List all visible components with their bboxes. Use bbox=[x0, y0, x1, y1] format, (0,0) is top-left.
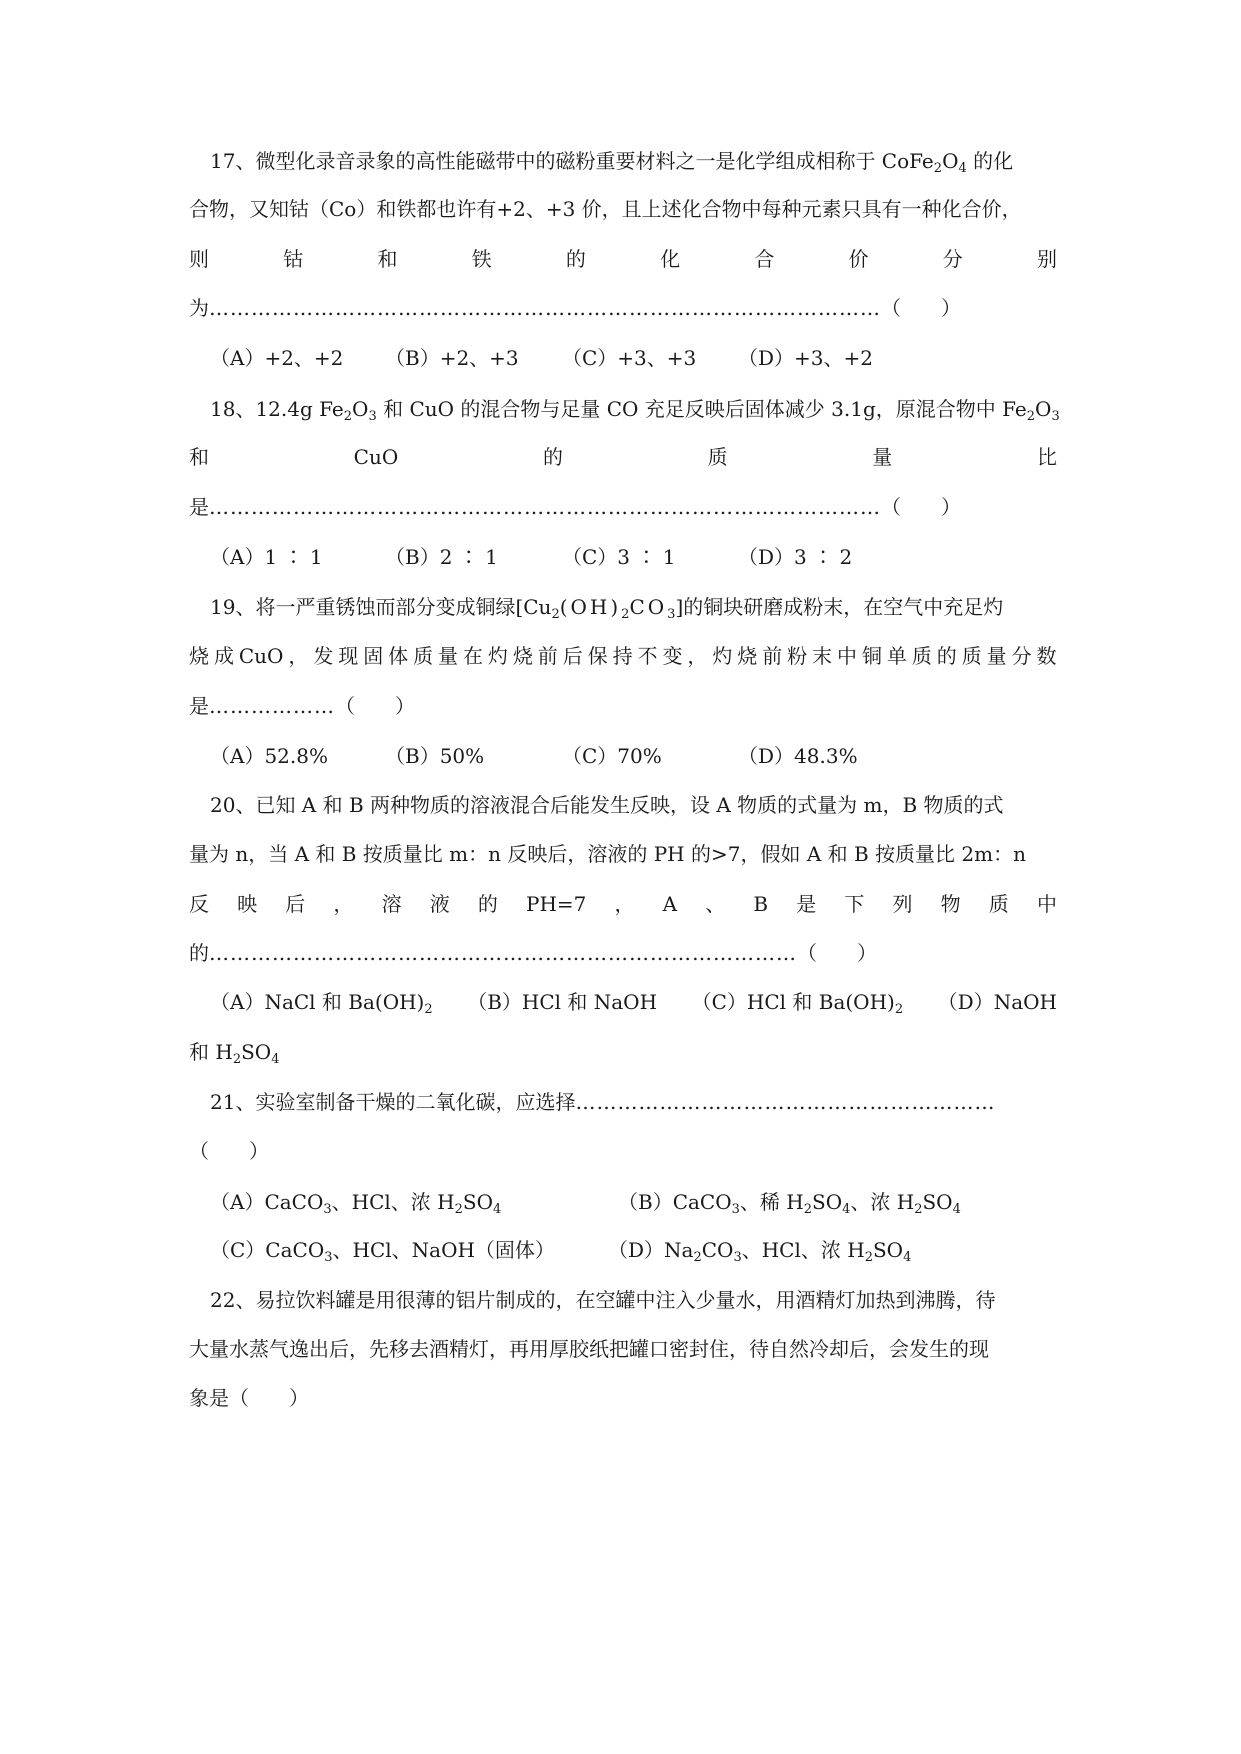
word-token: 物 bbox=[940, 892, 961, 916]
char-token: 单 bbox=[886, 644, 907, 668]
word-token: 价 bbox=[848, 247, 869, 271]
q17-line1: 17、微型化录音录象的高性能磁带中的磁粉重要材料之一是化学组成相称于 $CoFe_2O_4$ 的化 bbox=[210, 149, 1014, 176]
q18-line2 bbox=[189, 443, 1057, 471]
word-token: 比 bbox=[1036, 445, 1057, 469]
word-token: 的 bbox=[542, 445, 563, 469]
char-token: 量 bbox=[986, 644, 1007, 668]
q20-line2: 量为 n，当 A 和 B 按质量比 m：n 反映后，溶液的 PH 的>7，假如 A 和 B 按质量比 2m：n bbox=[189, 842, 1026, 866]
q17-line4: 为……………………………………………………………………………………（ ） bbox=[189, 296, 961, 320]
char-token: 灼 bbox=[487, 644, 508, 668]
word-token: 化 bbox=[660, 247, 681, 271]
q21-option-a[interactable]: （A）CaCO$_3$、HCl、浓 $H_2SO_4$ bbox=[210, 1190, 502, 1217]
answer-blank[interactable]: （ ） bbox=[335, 694, 415, 718]
char-token: 中 bbox=[837, 644, 858, 668]
word-token: 质 bbox=[988, 892, 1009, 916]
char-token: CuO bbox=[238, 644, 284, 668]
char-token: 质 bbox=[961, 644, 982, 668]
word-token: A bbox=[662, 892, 678, 916]
word-token: 后 bbox=[285, 892, 306, 916]
char-token: 变 bbox=[662, 644, 683, 668]
word-token: 是 bbox=[796, 892, 817, 916]
q20-options bbox=[210, 988, 1057, 1016]
q20-line1: 20、已知 A 和 B 两种物质的溶液混合后能发生反映，设 A 物质的式量为 m，B 物质的式 bbox=[210, 793, 1004, 817]
answer-blank[interactable]: （ ） bbox=[797, 941, 877, 965]
q17-line3 bbox=[189, 245, 1057, 273]
q22-line1: 22、易拉饮料罐是用很薄的铝片制成的，在空罐中注入少量水，用酒精灯加热到沸腾，待 bbox=[210, 1288, 996, 1312]
q19-option-b[interactable]: （B）50% bbox=[385, 744, 485, 768]
q20-option-c[interactable]: （C）HCl 和 $Ba(OH)_2$ bbox=[691, 990, 904, 1017]
char-token: 粉 bbox=[787, 644, 808, 668]
q18-option-d[interactable]: （D）3 ∶ 2 bbox=[738, 545, 853, 569]
char-token: 分 bbox=[1011, 644, 1032, 668]
char-token: ， bbox=[687, 644, 708, 668]
char-token: 末 bbox=[812, 644, 833, 668]
word-token: B bbox=[753, 892, 769, 916]
q20-option-d[interactable]: （D）NaOH bbox=[937, 990, 1057, 1014]
char-token: 前 bbox=[762, 644, 783, 668]
q20-line3 bbox=[189, 890, 1057, 918]
char-token: 前 bbox=[537, 644, 558, 668]
char-token: 持 bbox=[612, 644, 633, 668]
word-token: CuO bbox=[353, 445, 399, 469]
q21-line1: 21、实验室制备干燥的二氧化碳，应选择…………………………………………………… bbox=[210, 1090, 996, 1114]
word-token: 则 bbox=[189, 247, 209, 271]
word-token: 液 bbox=[429, 892, 450, 916]
q18-line1: 18、12.4g $Fe_2O_3$ 和 CuO 的混合物与足量 CO 充足反映后固体减少 3.1g，原混合物中 $Fe_2O_3$ bbox=[210, 397, 1060, 424]
q18-option-c[interactable]: （C）3 ∶ 1 bbox=[562, 545, 676, 569]
q20-option-d-cont: 和 $H_2SO_4$ bbox=[189, 1040, 280, 1067]
char-token: ， bbox=[288, 644, 309, 668]
char-token: 保 bbox=[587, 644, 608, 668]
q19-option-d[interactable]: （D）48.3% bbox=[738, 744, 858, 768]
word-token: 溶 bbox=[381, 892, 402, 916]
q20-option-b[interactable]: （B）HCl 和 NaOH bbox=[467, 990, 658, 1014]
word-token: 合 bbox=[754, 247, 775, 271]
q20-line4: 的…………………………………………………………………………（ ） bbox=[189, 941, 877, 965]
char-token: 的 bbox=[936, 644, 957, 668]
word-token: 别 bbox=[1036, 247, 1057, 271]
char-token: 后 bbox=[562, 644, 583, 668]
q22-line2: 大量水蒸气逸出后，先移去酒精灯，再用厚胶纸把罐口密封住，待自然冷却后，会发生的现 bbox=[189, 1337, 989, 1361]
q18-line3: 是……………………………………………………………………………………（ ） bbox=[189, 495, 961, 519]
q17-option-c[interactable]: （C）+3、+3 bbox=[562, 346, 697, 370]
q19-line1: 19、将一严重锈蚀而部分变成铜绿$[Cu_2(OH)_2CO_3]$的铜块研磨成粉末，在空气中充足灼 bbox=[210, 595, 1004, 622]
q19-line2 bbox=[189, 642, 1057, 670]
word-token: 的 bbox=[477, 892, 498, 916]
q21-option-c[interactable]: （C）CaCO$_3$、HCl、NaOH（固体） bbox=[210, 1238, 555, 1265]
char-token: 数 bbox=[1036, 644, 1057, 668]
char-token: 烧 bbox=[189, 644, 209, 668]
char-token: 体 bbox=[388, 644, 409, 668]
char-token: 质 bbox=[413, 644, 434, 668]
word-token: 质 bbox=[707, 445, 728, 469]
q18-option-a[interactable]: （A）1 ∶ 1 bbox=[210, 545, 323, 569]
q21-option-b[interactable]: （B）CaCO$_3$、稀 $H_2SO_4$、浓 $H_2SO_4$ bbox=[618, 1190, 961, 1217]
word-token: 下 bbox=[844, 892, 865, 916]
word-token: PH=7 bbox=[525, 892, 587, 916]
word-token: 钴 bbox=[283, 247, 304, 271]
char-token: 现 bbox=[338, 644, 359, 668]
char-token: 烧 bbox=[512, 644, 533, 668]
q22-line3: 象是（ ） bbox=[189, 1386, 309, 1410]
char-token: 量 bbox=[438, 644, 459, 668]
char-token: 铜 bbox=[861, 644, 882, 668]
char-token: 烧 bbox=[737, 644, 758, 668]
q19-line3: 是………………（ ） bbox=[189, 694, 415, 718]
word-token: 反 bbox=[189, 892, 209, 916]
q17-option-a[interactable]: （A）+2、+2 bbox=[210, 346, 344, 370]
q17-line2: 合物，又知钴（Co）和铁都也许有+2、+3 价，且上述化合物中每种元素只具有一种化合价， bbox=[189, 197, 1022, 221]
q19-option-c[interactable]: （C）70% bbox=[562, 744, 662, 768]
char-token: 在 bbox=[462, 644, 483, 668]
answer-blank[interactable]: （ ） bbox=[881, 495, 961, 519]
word-token: 铁 bbox=[471, 247, 492, 271]
answer-blank[interactable]: （ ） bbox=[881, 296, 961, 320]
word-token: 量 bbox=[872, 445, 893, 469]
char-token: 发 bbox=[313, 644, 334, 668]
char-token: 不 bbox=[637, 644, 658, 668]
q17-option-d[interactable]: （D）+3、+2 bbox=[738, 346, 873, 370]
q21-option-d[interactable]: $(D)Na_2CO_3$、HCl、浓 $H_2SO_4$ bbox=[608, 1238, 912, 1265]
q20-option-a[interactable]: （A）NaCl 和 $Ba(OH)_2$ bbox=[210, 990, 433, 1017]
char-token: 质 bbox=[911, 644, 932, 668]
word-token: ， bbox=[333, 892, 354, 916]
q19-option-a[interactable]: （A）52.8% bbox=[210, 744, 328, 768]
word-token: 映 bbox=[237, 892, 258, 916]
char-token: 成 bbox=[213, 644, 234, 668]
answer-blank[interactable]: （ ） bbox=[189, 1139, 269, 1163]
char-token: 固 bbox=[363, 644, 384, 668]
word-token: 、 bbox=[705, 892, 726, 916]
word-token: 的 bbox=[565, 247, 586, 271]
word-token: 中 bbox=[1036, 892, 1057, 916]
q18-option-b[interactable]: （B）2 ∶ 1 bbox=[385, 545, 498, 569]
char-token: 灼 bbox=[712, 644, 733, 668]
q17-option-b[interactable]: （B）+2、+3 bbox=[385, 346, 519, 370]
word-token: ， bbox=[614, 892, 635, 916]
word-token: 和 bbox=[377, 247, 398, 271]
word-token: 列 bbox=[892, 892, 913, 916]
word-token: 分 bbox=[942, 247, 963, 271]
word-token: 和 bbox=[189, 445, 209, 469]
